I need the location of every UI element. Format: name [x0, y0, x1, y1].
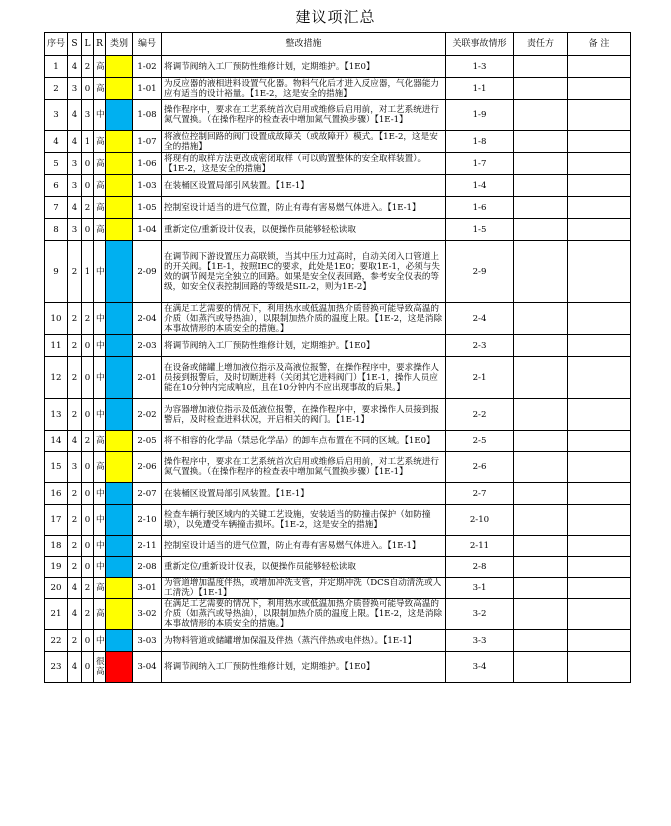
cell-owner [514, 153, 568, 175]
cell-measure: 将调节阀纳入工厂预防性维修计划，定期维护。【1E0】 [162, 335, 446, 357]
cell-category [106, 483, 133, 505]
cell-code: 1-07 [133, 131, 162, 153]
cell-l: 2 [82, 56, 94, 78]
cell-code: 3-02 [133, 599, 162, 630]
cell-category [106, 652, 133, 683]
header-row [45, 33, 631, 56]
cell-remark [568, 335, 631, 357]
cell-no: 4 [45, 131, 68, 153]
table-row [45, 335, 631, 357]
cell-scenario: 2-10 [446, 505, 514, 536]
cell-category [106, 505, 133, 536]
cell-measure: 在满足工艺需要的情况下，利用热水或低温加热介质替换可能导致高温的介质（如蒸汽或导热油），以限制加热介质的温度上限。【1E-2，这是消除本事故情形的本质安全的措施。】 [162, 303, 446, 335]
cell-owner [514, 303, 568, 335]
cell-no: 17 [45, 505, 68, 536]
cell-scenario: 3-3 [446, 630, 514, 652]
cell-s: 3 [68, 219, 82, 241]
cell-remark [568, 630, 631, 652]
cell-l: 0 [82, 78, 94, 100]
cell-l: 0 [82, 219, 94, 241]
table-row [45, 599, 631, 630]
cell-measure: 为反应器的液相进料设置气化器。物料气化后才进入反应器，气化器能力应有适当的设计裕量。【1E-2，这是安全的措施】 [162, 78, 446, 100]
cell-category [106, 56, 133, 78]
cell-category [106, 303, 133, 335]
table-row [45, 100, 631, 131]
cell-code: 2-10 [133, 505, 162, 536]
recommendation-table [44, 32, 631, 683]
cell-no: 10 [45, 303, 68, 335]
cell-s: 3 [68, 153, 82, 175]
cell-s: 2 [68, 241, 82, 303]
cell-r: 高 [94, 599, 106, 630]
cell-measure: 在满足工艺需要的情况下，利用热水或低温加热介质替换可能导致高温的介质（如蒸汽或导热油），以限制加热介质的温度上限。【1E-2，这是消除本事故情形的本质安全的措施。】 [162, 599, 446, 630]
cell-no: 7 [45, 197, 68, 219]
table-row [45, 536, 631, 557]
cell-scenario: 3-4 [446, 652, 514, 683]
cell-l: 0 [82, 335, 94, 357]
cell-no: 22 [45, 630, 68, 652]
table-row [45, 153, 631, 175]
cell-measure: 控制室设计适当的进气位置，防止有毒有害易燃气体进入。【1E-1】 [162, 536, 446, 557]
cell-no: 3 [45, 100, 68, 131]
cell-s: 2 [68, 483, 82, 505]
table-row [45, 56, 631, 78]
cell-scenario: 2-5 [446, 431, 514, 452]
cell-s: 2 [68, 335, 82, 357]
table-row [45, 219, 631, 241]
cell-measure: 控制室设计适当的进气位置，防止有毒有害易燃气体进入。【1E-1】 [162, 197, 446, 219]
cell-measure: 为物料管道或储罐增加保温及伴热（蒸汽伴热或电伴热）。【1E-1】 [162, 630, 446, 652]
cell-category [106, 241, 133, 303]
cell-no: 19 [45, 557, 68, 578]
cell-remark [568, 241, 631, 303]
table-row [45, 578, 631, 599]
cell-l: 0 [82, 452, 94, 483]
cell-measure: 检查车辆行驶区域内的关键工艺设施，安装适当的防撞击保护（如防撞墩），以免遭受车辆撞击损坏。【1E-2，这是安全的措施】 [162, 505, 446, 536]
cell-owner [514, 241, 568, 303]
cell-r: 中 [94, 303, 106, 335]
cell-measure: 将液位控制回路的阀门设置成故障关（或故障开）模式。【1E-2，这是安全的措施】 [162, 131, 446, 153]
col-header-category: 类别 [106, 33, 133, 56]
cell-measure: 为容器增加液位指示及低液位报警，在操作程序中，要求操作人员接到报警后，及时检查进料状况，开启相关的阀门。【1E-1】 [162, 399, 446, 431]
cell-category [106, 197, 133, 219]
cell-owner [514, 357, 568, 399]
cell-category [106, 630, 133, 652]
cell-code: 3-01 [133, 578, 162, 599]
cell-code: 1-02 [133, 56, 162, 78]
cell-remark [568, 131, 631, 153]
cell-l: 3 [82, 100, 94, 131]
cell-s: 2 [68, 357, 82, 399]
table-row [45, 357, 631, 399]
cell-remark [568, 78, 631, 100]
cell-measure: 在调节阀下游设置压力高联锁，当其中压力过高时，自动关闭入口管道上的开关阀。【1E-1，按照IEC的要求，此处是1E0；要取1E-1，必须与失效的调节阀是完全独立的回路。如果是安全仪表回路，参考安全仪表的等级，如安全仪表控制回路的等级是SIL-2，则为1E-2】 [162, 241, 446, 303]
cell-l: 2 [82, 431, 94, 452]
cell-remark [568, 652, 631, 683]
cell-r: 高 [94, 431, 106, 452]
cell-owner [514, 536, 568, 557]
table-row [45, 131, 631, 153]
cell-measure: 将调节阀纳入工厂预防性维修计划，定期维护。【1E0】 [162, 56, 446, 78]
cell-scenario: 1-5 [446, 219, 514, 241]
cell-owner [514, 197, 568, 219]
cell-owner [514, 131, 568, 153]
cell-owner [514, 505, 568, 536]
cell-remark [568, 483, 631, 505]
cell-s: 2 [68, 557, 82, 578]
cell-remark [568, 100, 631, 131]
cell-remark [568, 219, 631, 241]
cell-code: 1-03 [133, 175, 162, 197]
cell-l: 0 [82, 399, 94, 431]
cell-l: 2 [82, 578, 94, 599]
cell-code: 2-04 [133, 303, 162, 335]
cell-l: 0 [82, 175, 94, 197]
cell-r: 中 [94, 483, 106, 505]
cell-category [106, 175, 133, 197]
cell-s: 2 [68, 303, 82, 335]
cell-r: 高 [94, 452, 106, 483]
col-header-scenario: 关联事故情形 [446, 33, 514, 56]
cell-r: 中 [94, 630, 106, 652]
col-header-no: 序号 [45, 33, 68, 56]
cell-scenario: 1-4 [446, 175, 514, 197]
cell-remark [568, 505, 631, 536]
cell-scenario: 1-3 [446, 56, 514, 78]
cell-no: 18 [45, 536, 68, 557]
col-header-s: S [68, 33, 82, 56]
cell-remark [568, 452, 631, 483]
cell-scenario: 2-3 [446, 335, 514, 357]
cell-scenario: 1-9 [446, 100, 514, 131]
cell-remark [568, 56, 631, 78]
cell-owner [514, 431, 568, 452]
cell-scenario: 2-9 [446, 241, 514, 303]
cell-owner [514, 630, 568, 652]
cell-code: 2-09 [133, 241, 162, 303]
col-header-measure: 整改措施 [162, 33, 446, 56]
cell-owner [514, 100, 568, 131]
cell-r: 高 [94, 78, 106, 100]
cell-scenario: 1-1 [446, 78, 514, 100]
cell-category [106, 452, 133, 483]
cell-r: 中 [94, 399, 106, 431]
table-row [45, 431, 631, 452]
cell-measure: 在设备或储罐上增加液位指示及高液位报警，在操作程序中，要求操作人员接到报警后，及时切断进料（关闭其它进料阀门）【1E-1，操作人员应能在10分钟内完成响应，且在10分钟内不应出现事故的后果。】 [162, 357, 446, 399]
cell-remark [568, 303, 631, 335]
cell-scenario: 2-11 [446, 536, 514, 557]
cell-owner [514, 599, 568, 630]
cell-measure: 将现有的取样方法更改成密闭取样（可以购置整体的安全取样装置）。【1E-2，这是安全的措施】 [162, 153, 446, 175]
cell-r: 中 [94, 100, 106, 131]
cell-scenario: 2-2 [446, 399, 514, 431]
cell-r: 高 [94, 175, 106, 197]
cell-measure: 将不相容的化学品（禁忌化学品）的卸车点布置在不同的区域。【1E0】 [162, 431, 446, 452]
cell-category [106, 78, 133, 100]
cell-s: 4 [68, 131, 82, 153]
table-body [45, 56, 631, 683]
cell-no: 6 [45, 175, 68, 197]
cell-r: 中 [94, 505, 106, 536]
cell-owner [514, 335, 568, 357]
cell-measure: 为管道增加温度伴热，或增加冲洗支管，并定期冲洗（DCS自动清洗或人工清洗）【1E-1】 [162, 578, 446, 599]
cell-l: 2 [82, 599, 94, 630]
cell-measure: 在装桶区设置局部引风装置。【1E-1】 [162, 483, 446, 505]
table-row [45, 175, 631, 197]
cell-r: 高 [94, 131, 106, 153]
col-header-code: 编号 [133, 33, 162, 56]
cell-l: 0 [82, 630, 94, 652]
cell-scenario: 3-1 [446, 578, 514, 599]
cell-remark [568, 431, 631, 452]
cell-remark [568, 536, 631, 557]
table-row [45, 452, 631, 483]
cell-measure: 重新定位/重新设计仪表，以便操作员能够轻松读取 [162, 557, 446, 578]
cell-s: 4 [68, 197, 82, 219]
cell-owner [514, 56, 568, 78]
cell-scenario: 2-6 [446, 452, 514, 483]
cell-l: 1 [82, 131, 94, 153]
cell-owner [514, 452, 568, 483]
table-row [45, 652, 631, 683]
cell-no: 5 [45, 153, 68, 175]
cell-owner [514, 78, 568, 100]
cell-owner [514, 578, 568, 599]
cell-l: 0 [82, 483, 94, 505]
cell-category [106, 536, 133, 557]
cell-s: 4 [68, 578, 82, 599]
cell-no: 13 [45, 399, 68, 431]
cell-s: 4 [68, 100, 82, 131]
cell-r: 中 [94, 357, 106, 399]
cell-remark [568, 399, 631, 431]
page-title: 建议项汇总 [295, 8, 376, 26]
cell-l: 0 [82, 153, 94, 175]
cell-code: 1-05 [133, 197, 162, 219]
cell-owner [514, 557, 568, 578]
cell-code: 1-08 [133, 100, 162, 131]
cell-s: 3 [68, 452, 82, 483]
cell-category [106, 357, 133, 399]
cell-r: 中 [94, 335, 106, 357]
cell-owner [514, 399, 568, 431]
cell-code: 1-06 [133, 153, 162, 175]
table-row [45, 399, 631, 431]
cell-r: 中 [94, 241, 106, 303]
cell-s: 2 [68, 399, 82, 431]
cell-code: 2-05 [133, 431, 162, 452]
cell-owner [514, 483, 568, 505]
cell-remark [568, 357, 631, 399]
cell-no: 23 [45, 652, 68, 683]
cell-scenario: 3-2 [446, 599, 514, 630]
cell-code: 3-04 [133, 652, 162, 683]
cell-no: 21 [45, 599, 68, 630]
col-header-remark: 备 注 [568, 33, 631, 56]
cell-s: 3 [68, 175, 82, 197]
cell-scenario: 1-7 [446, 153, 514, 175]
cell-owner [514, 175, 568, 197]
cell-remark [568, 578, 631, 599]
table-row [45, 505, 631, 536]
cell-code: 2-02 [133, 399, 162, 431]
cell-no: 14 [45, 431, 68, 452]
cell-r: 中 [94, 536, 106, 557]
col-header-l: L [82, 33, 94, 56]
cell-measure: 将调节阀纳入工厂预防性维修计划，定期维护。【1E0】 [162, 652, 446, 683]
cell-code: 2-06 [133, 452, 162, 483]
cell-s: 2 [68, 536, 82, 557]
cell-category [106, 100, 133, 131]
cell-code: 2-03 [133, 335, 162, 357]
cell-scenario: 2-8 [446, 557, 514, 578]
cell-s: 4 [68, 652, 82, 683]
cell-code: 1-01 [133, 78, 162, 100]
cell-measure: 操作程序中，要求在工艺系统首次启用或维修后启用前，对工艺系统进行氮气置换。（在操作程序的检查表中增加氮气置换步骤）【1E-1】 [162, 100, 446, 131]
cell-s: 3 [68, 78, 82, 100]
cell-scenario: 1-6 [446, 197, 514, 219]
cell-remark [568, 599, 631, 630]
cell-s: 4 [68, 599, 82, 630]
cell-scenario: 2-1 [446, 357, 514, 399]
cell-remark [568, 557, 631, 578]
cell-owner [514, 219, 568, 241]
cell-measure: 操作程序中，要求在工艺系统首次启用或维修后启用前，对工艺系统进行氮气置换。（在操作程序的检查表中增加氮气置换步骤）【1E-1】 [162, 452, 446, 483]
cell-code: 2-11 [133, 536, 162, 557]
cell-no: 11 [45, 335, 68, 357]
cell-measure: 重新定位/重新设计仪表，以便操作员能够轻松读取 [162, 219, 446, 241]
cell-r: 高 [94, 578, 106, 599]
cell-no: 15 [45, 452, 68, 483]
cell-code: 2-01 [133, 357, 162, 399]
cell-no: 16 [45, 483, 68, 505]
cell-category [106, 431, 133, 452]
cell-r: 高 [94, 197, 106, 219]
col-header-owner: 责任方 [514, 33, 568, 56]
cell-code: 2-07 [133, 483, 162, 505]
cell-s: 4 [68, 56, 82, 78]
table-row [45, 630, 631, 652]
cell-measure: 在装桶区设置局部引风装置。【1E-1】 [162, 175, 446, 197]
cell-l: 0 [82, 652, 94, 683]
cell-remark [568, 153, 631, 175]
cell-category [106, 131, 133, 153]
cell-r: 很高 [94, 652, 106, 683]
cell-no: 8 [45, 219, 68, 241]
cell-l: 0 [82, 536, 94, 557]
cell-owner [514, 652, 568, 683]
cell-remark [568, 175, 631, 197]
cell-no: 2 [45, 78, 68, 100]
col-header-r: R [94, 33, 106, 56]
cell-s: 2 [68, 505, 82, 536]
cell-r: 高 [94, 219, 106, 241]
cell-r: 高 [94, 153, 106, 175]
table-row [45, 78, 631, 100]
cell-r: 高 [94, 56, 106, 78]
cell-category [106, 153, 133, 175]
cell-remark [568, 197, 631, 219]
cell-l: 0 [82, 357, 94, 399]
table-row [45, 483, 631, 505]
cell-l: 2 [82, 303, 94, 335]
cell-code: 1-04 [133, 219, 162, 241]
cell-l: 2 [82, 197, 94, 219]
cell-category [106, 219, 133, 241]
table-row [45, 557, 631, 578]
cell-code: 3-03 [133, 630, 162, 652]
table-row [45, 197, 631, 219]
cell-l: 0 [82, 557, 94, 578]
cell-category [106, 557, 133, 578]
cell-l: 1 [82, 241, 94, 303]
cell-no: 12 [45, 357, 68, 399]
table-row [45, 241, 631, 303]
cell-category [106, 578, 133, 599]
cell-scenario: 1-8 [446, 131, 514, 153]
cell-s: 4 [68, 431, 82, 452]
cell-scenario: 2-7 [446, 483, 514, 505]
cell-l: 0 [82, 505, 94, 536]
cell-no: 1 [45, 56, 68, 78]
cell-category [106, 335, 133, 357]
table-row [45, 303, 631, 335]
cell-r: 中 [94, 557, 106, 578]
cell-scenario: 2-4 [446, 303, 514, 335]
cell-category [106, 599, 133, 630]
cell-category [106, 399, 133, 431]
cell-s: 2 [68, 630, 82, 652]
cell-code: 2-08 [133, 557, 162, 578]
cell-no: 9 [45, 241, 68, 303]
cell-no: 20 [45, 578, 68, 599]
